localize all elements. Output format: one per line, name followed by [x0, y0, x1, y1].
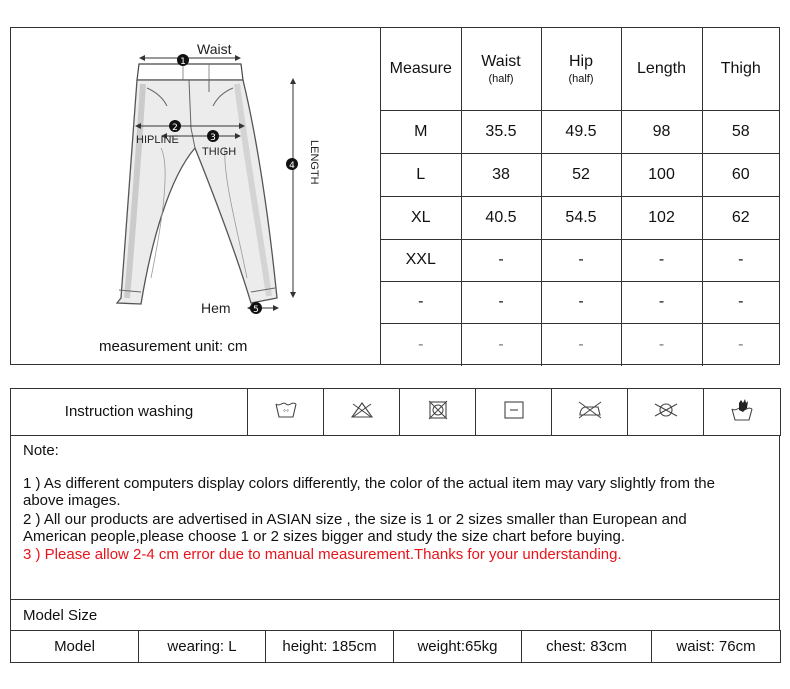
model-label-cell: Model [11, 631, 139, 663]
waist-cell: - [461, 281, 541, 323]
hip-cell: 54.5 [541, 196, 621, 239]
chest-cell: chest: 83cm [522, 631, 652, 663]
waist-cell: - [461, 323, 541, 366]
size-cell: XL [381, 196, 461, 239]
thigh-cell: - [702, 281, 779, 323]
table-row [381, 239, 779, 281]
note-line-1: 1 ) As different computers display colors differently, the color of the actual item may vary slightly from the [23, 475, 715, 492]
size-cell: - [381, 281, 461, 323]
thigh-cell: 62 [702, 196, 779, 239]
size-table-header-row [381, 28, 779, 110]
size-cell: M [381, 110, 461, 153]
hip-cell: - [541, 281, 621, 323]
flat-dry-icon [476, 389, 552, 436]
marker-3-text: 3 [210, 133, 216, 143]
hip-cell: 49.5 [541, 110, 621, 153]
size-cell: L [381, 153, 461, 196]
length-cell: 100 [621, 153, 702, 196]
length-cell: 98 [621, 110, 702, 153]
do-not-dry-clean-icon [628, 389, 704, 436]
note-warning-line: 3 ) Please allow 2-4 cm error due to manual measurement.Thanks for your understanding. [23, 546, 622, 563]
marker-1-text: 1 [180, 57, 186, 67]
table-row [11, 631, 781, 663]
marker-5-text: 5 [253, 305, 259, 315]
table-row [381, 110, 779, 153]
length-cell: - [621, 281, 702, 323]
length-cell: - [621, 239, 702, 281]
size-cell: - [381, 323, 461, 366]
wearing-cell: wearing: L [139, 631, 266, 663]
do-not-tumble-dry-icon [400, 389, 476, 436]
washing-instruction-table [10, 388, 781, 436]
table-row [381, 196, 779, 239]
model-size-table [10, 630, 781, 663]
svg-text:°°: °° [282, 408, 289, 416]
pants-diagram [11, 28, 381, 364]
divider [11, 599, 779, 600]
washing-label: Instruction washing [64, 403, 194, 420]
thigh-cell: 58 [702, 110, 779, 153]
hip-cell: - [541, 239, 621, 281]
table-row [381, 281, 779, 323]
hip-cell: 52 [541, 153, 621, 196]
waist-cell: 35.5 [461, 110, 541, 153]
thigh-cell: 60 [702, 153, 779, 196]
hand-wash-only-icon [704, 389, 781, 436]
header-thigh: Thigh [702, 28, 779, 110]
model-size-title: Model Size [23, 607, 98, 624]
table-row [381, 323, 779, 366]
hem-label: Hem [201, 300, 231, 316]
thigh-label: THIGH [202, 146, 237, 158]
hip-cell: - [541, 323, 621, 366]
pants-illustration [11, 28, 381, 364]
header-hip: Hip (half) [541, 28, 621, 110]
header-measure: Measure [381, 28, 461, 110]
note-line-1-cont: above images. [23, 492, 121, 509]
note-section [10, 435, 780, 631]
length-cell: 102 [621, 196, 702, 239]
length-cell: - [621, 323, 702, 366]
do-not-bleach-icon [324, 389, 400, 436]
do-not-iron-icon [552, 389, 628, 436]
size-cell: XXL [381, 239, 461, 281]
marker-4-text: 4 [289, 161, 295, 171]
size-chart-section [10, 27, 780, 365]
header-length: Length [621, 28, 702, 110]
washing-label-cell [11, 389, 248, 436]
waist-cell: - [461, 239, 541, 281]
note-line-2: 2 ) All our products are advertised in ASIAN size , the size is 1 or 2 sizes smaller than European and [23, 511, 687, 528]
waist-cell: 40.5 [461, 196, 541, 239]
weight-cell: weight:65kg [394, 631, 522, 663]
measurement-unit-label: measurement unit: cm [99, 338, 248, 355]
length-label: LENGTH [308, 140, 320, 185]
hipline-label: HIPLINE [136, 134, 179, 146]
thigh-cell: - [702, 239, 779, 281]
header-waist: Waist (half) [461, 28, 541, 110]
table-row [381, 153, 779, 196]
waist-cell: waist: 76cm [652, 631, 781, 663]
marker-2-text: 2 [172, 123, 178, 133]
note-line-2-cont: American people,please choose 1 or 2 sizes bigger and study the size chart before buying. [23, 528, 626, 545]
thigh-cell: - [702, 323, 779, 366]
note-title: Note: [23, 442, 59, 459]
size-table [381, 28, 779, 366]
waist-cell: 38 [461, 153, 541, 196]
hand-wash-30-icon [248, 389, 324, 436]
waist-label: Waist [197, 41, 232, 57]
height-cell: height: 185cm [266, 631, 394, 663]
